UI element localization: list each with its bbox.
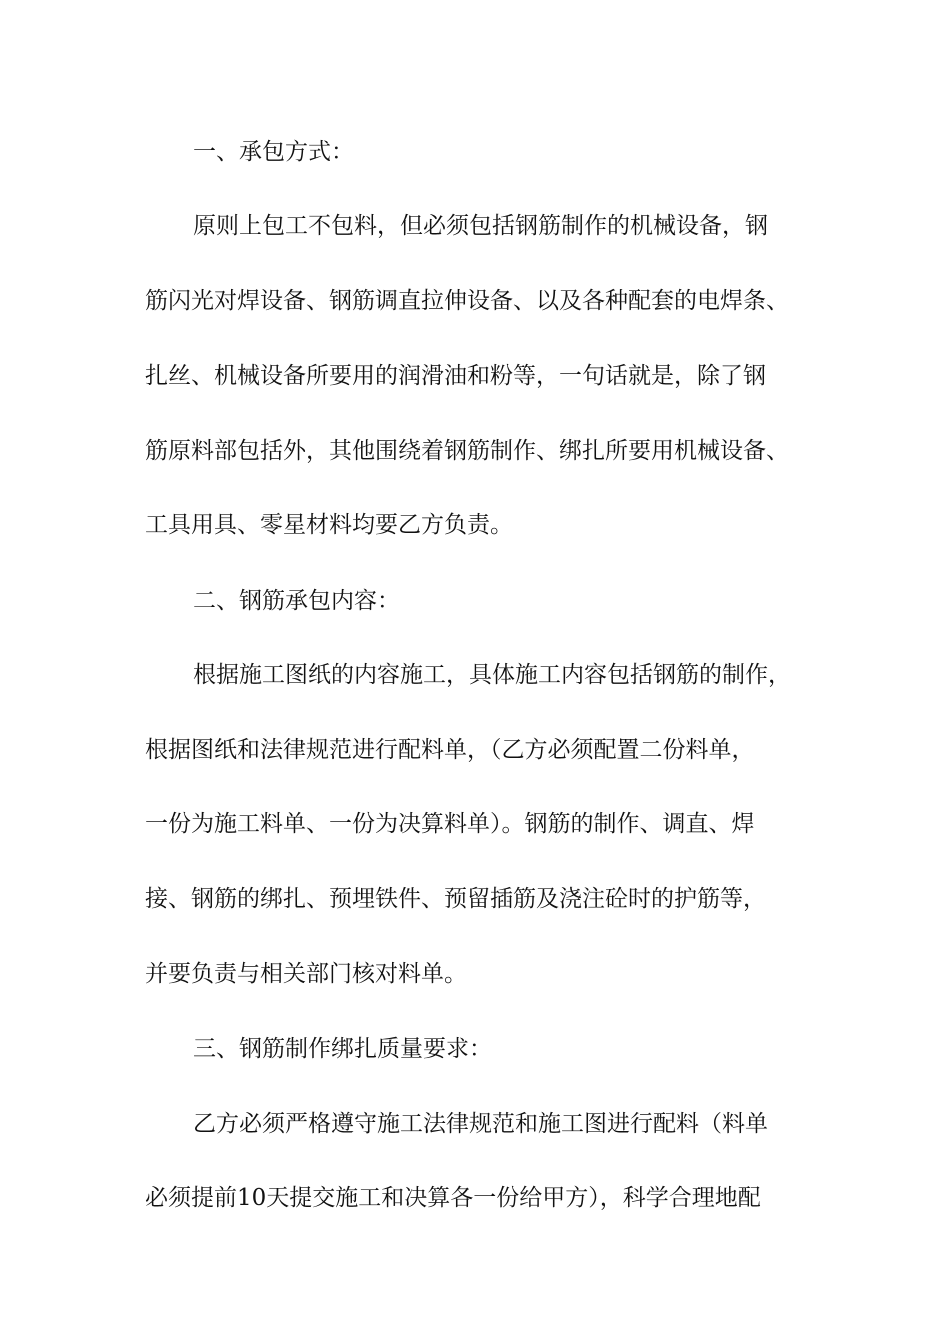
paragraph-line: 原则上包工不包料，但必须包括钢筋制作的机械设备，钢 <box>193 213 768 239</box>
paragraph-line: 乙方必须严格遵守施工法律规范和施工图进行配料（料单 <box>193 1111 768 1137</box>
paragraph-line: 筋闪光对焊设备、钢筋调直拉伸设备、以及各种配套的电焊条、 <box>145 288 789 314</box>
paragraph-line: 工具用具、零星材料均要乙方负责。 <box>145 512 513 538</box>
paragraph-line: 扎丝、机械设备所要用的润滑油和粉等，一句话就是，除了钢 <box>145 363 766 389</box>
paragraph-line: 必须提前10天提交施工和决算各一份给甲方），科学合理地配 <box>145 1185 761 1211</box>
heading-quality-requirements: 三、钢筋制作绑扎质量要求： <box>193 1036 492 1062</box>
heading-contract-method: 一、承包方式： <box>193 139 354 165</box>
heading-rebar-contract-content: 二、钢筋承包内容： <box>193 588 400 614</box>
paragraph-line: 一份为施工料单、一份为决算料单）。钢筋的制作、调直、焊 <box>145 811 755 837</box>
paragraph-line: 根据施工图纸的内容施工，具体施工内容包括钢筋的制作， <box>193 662 791 688</box>
paragraph-line: 筋原料部包括外，其他围绕着钢筋制作、绑扎所要用机械设备、 <box>145 438 789 464</box>
paragraph-line: 根据图纸和法律规范进行配料单，（乙方必须配置二份料单， <box>145 737 755 763</box>
paragraph-line: 接、钢筋的绑扎、预埋铁件、预留插筋及浇注砼时的护筋等， <box>145 886 766 912</box>
paragraph-line: 并要负责与相关部门核对料单。 <box>145 961 467 987</box>
